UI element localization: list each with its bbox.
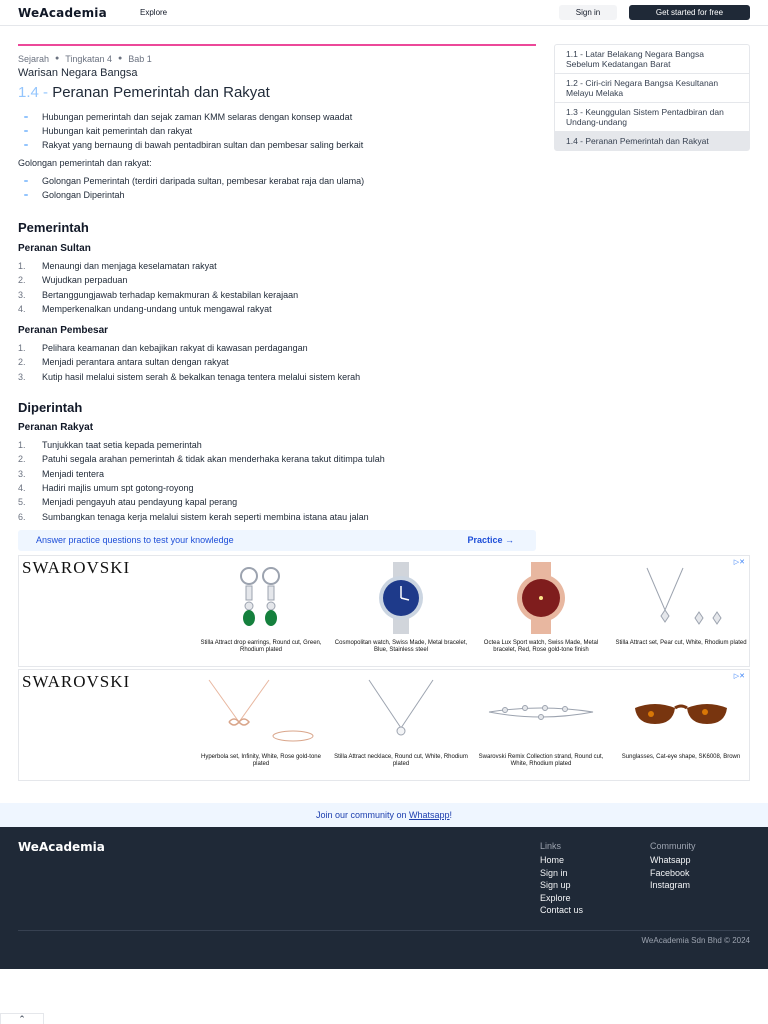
swarovski-logo[interactable]: SWAROVSKI <box>22 672 131 691</box>
product-caption: Octea Lux Sport watch, Swiss Made, Metal bracelet, Red, Rose gold-tone finish <box>483 640 599 653</box>
breadcrumb-chapter[interactable]: Bab 1 <box>128 53 152 64</box>
intro-list <box>18 110 536 152</box>
list-item: 5. Menjadi pengayuh atau pendayung kapal perang <box>18 497 238 508</box>
community-text-suffix: ! <box>449 810 453 820</box>
top-navbar <box>0 0 768 26</box>
footer-link-instagram[interactable]: Instagram <box>650 880 691 891</box>
toc-item-1-1[interactable]: 1.1 - Latar Belakang Negara Bangsa Sebelum Kedatangan Barat <box>555 45 749 74</box>
subheading-peranan-sultan: Peranan Sultan <box>18 243 91 254</box>
footer-link-explore[interactable]: Explore <box>540 892 571 903</box>
get-started-button[interactable]: Get started for free <box>629 5 750 20</box>
page-title <box>18 84 536 102</box>
chapter-title: Warisan Negara Bangsa <box>18 67 138 79</box>
table-of-contents <box>554 44 750 151</box>
whatsapp-link[interactable]: Whatsapp <box>409 810 450 820</box>
sunglasses-image <box>617 674 745 750</box>
pembesar-list <box>18 341 536 384</box>
list-item: Golongan Pemerintah (terdiri daripada sultan, pembesar kerabat raja dan ulama) <box>18 174 536 188</box>
product-caption: Sunglasses, Cat-eye shape, SK6008, Brown <box>621 754 741 760</box>
list-item: Hubungan kait pemerintah dan rakyat <box>18 124 536 138</box>
list-item: 4. Hadiri majlis umum spt gotong-royong <box>18 482 194 493</box>
ad-product[interactable] <box>611 670 751 780</box>
footer-link-signin[interactable]: Sign in <box>540 867 568 878</box>
footer-brand[interactable]: WeAcademia <box>18 840 105 854</box>
copyright: WeAcademia Sdn Bhd © 2024 <box>641 936 750 945</box>
list-item: 2. Patuhi segala arahan pemerintah & tidak akan menderhaka kerana takut ditimpa tulah <box>18 454 385 465</box>
toc-item-1-4-active[interactable]: 1.4 - Peranan Pemerintah dan Rakyat <box>555 132 749 150</box>
list-item: 1. Tunjukkan taat setia kepada pemerintah <box>18 440 202 451</box>
footer-community-column <box>650 841 696 892</box>
sultan-list <box>18 259 536 316</box>
community-text: Join our community on <box>315 810 409 820</box>
ad-product[interactable] <box>331 556 471 666</box>
list-item: 1. Pelihara keamanan dan kebajikan rakyat di kawasan perdagangan <box>18 343 308 354</box>
nav-explore-link[interactable]: Explore <box>140 8 168 17</box>
toc-item-1-2[interactable]: 1.2 - Ciri-ciri Negara Bangsa Kesultanan Melayu Melaka <box>555 74 749 103</box>
chevron-up-icon[interactable]: ⌃ <box>0 1013 44 1024</box>
strand-image <box>477 674 605 750</box>
ad-product[interactable] <box>611 556 751 666</box>
breadcrumb-form[interactable]: Tingkatan 4 <box>65 53 112 64</box>
necklace-set-image <box>617 560 745 636</box>
practice-banner[interactable] <box>18 530 536 551</box>
necklace-image <box>337 674 465 750</box>
list-item: 4. Memperkenalkan undang-undang untuk mengawal rakyat <box>18 303 272 314</box>
list-item: 6. Sumbangkan tenaga kerja melalui sistem kerah seperti membina istana atau jalan <box>18 511 369 522</box>
footer-divider <box>18 930 750 931</box>
list-item: 3. Kutip hasil melalui sistem serah & bekalkan tenaga tentera melalui sistem kerah <box>18 371 361 382</box>
list-item: Rakyat yang bernaung di bawah pentadbiran sultan dan pembesar saling berkait <box>18 138 536 152</box>
footer-link-facebook[interactable]: Facebook <box>650 867 690 878</box>
practice-button[interactable]: Practice → <box>467 535 514 545</box>
list-item: 2. Menjadi perantara antara sultan dengan rakyat <box>18 357 229 368</box>
brand-logo[interactable]: WeAcademia <box>18 6 107 20</box>
signin-button[interactable]: Sign in <box>559 5 617 20</box>
product-caption: Cosmopolitan watch, Swiss Made, Metal bracelet, Blue, Stainless steel <box>334 640 468 653</box>
earrings-image <box>197 560 325 636</box>
footer-community-heading: Community <box>650 841 696 851</box>
footer-links-heading: Links <box>540 841 562 851</box>
adchoices-close-icon[interactable]: ▷✕ <box>733 673 745 680</box>
list-item: 3. Menjadi tentera <box>18 468 105 479</box>
breadcrumb-separator-icon: ● <box>55 55 60 62</box>
footer-link-whatsapp[interactable]: Whatsapp <box>650 855 691 865</box>
ad-product[interactable] <box>191 670 331 780</box>
list-item: Golongan Diperintah <box>18 188 536 202</box>
golongan-list <box>18 174 536 202</box>
breadcrumb-separator-icon: ● <box>117 55 123 62</box>
title-text: Peranan Pemerintah dan Rakyat <box>52 84 270 101</box>
product-caption: Stilla Attract drop earrings, Round cut, Green, Rhodium plated <box>200 640 322 653</box>
breadcrumb-subject[interactable]: Sejarah <box>18 53 50 64</box>
advertisement-banner[interactable] <box>18 669 750 781</box>
advertisement-banner[interactable] <box>18 555 750 667</box>
adchoices-close-icon[interactable]: ▷✕ <box>733 559 745 566</box>
practice-prompt: Answer practice questions to test your knowledge <box>36 535 234 545</box>
bracelet-necklace-image <box>197 674 325 750</box>
footer <box>0 827 768 969</box>
ad-product[interactable] <box>471 670 611 780</box>
accent-divider <box>18 44 536 46</box>
article <box>18 44 536 524</box>
list-item: 2. Wujudkan perpaduan <box>18 275 128 286</box>
product-caption: Hyperbola set, Infinity, White, Rose gold-tone plated <box>201 754 321 767</box>
breadcrumb <box>18 53 536 64</box>
footer-link-contact[interactable]: Contact us <box>540 905 584 916</box>
title-number: 1.4 - <box>18 84 53 101</box>
footer-link-home[interactable]: Home <box>540 855 565 865</box>
list-item: 1. Menaungi dan menjaga keselamatan rakyat <box>18 261 217 271</box>
ad-product[interactable] <box>331 670 471 780</box>
subheading-peranan-rakyat: Peranan Rakyat <box>18 422 94 434</box>
product-caption: Stilla Attract set, Pear cut, White, Rhodium plated <box>615 640 747 646</box>
community-banner <box>0 803 768 827</box>
swarovski-logo[interactable]: SWAROVSKI <box>22 558 131 577</box>
footer-link-signup[interactable]: Sign up <box>540 880 571 891</box>
golongan-intro: Golongan pemerintah dan rakyat: <box>18 158 152 168</box>
subheading-peranan-pembesar: Peranan Pembesar <box>18 325 109 337</box>
watch-image <box>337 560 465 636</box>
product-caption: Swarovski Remix Collection strand, Round cut, White, Rhodium plated <box>478 754 604 767</box>
section-heading-diperintah: Diperintah <box>18 400 83 416</box>
section-heading-pemerintah: Pemerintah <box>18 220 89 235</box>
toc-item-1-3[interactable]: 1.3 - Keunggulan Sistem Pentadbiran dan Undang-undang <box>555 103 749 132</box>
ad-product[interactable] <box>191 556 331 666</box>
product-caption: Stilla Attract necklace, Round cut, White, Rhodium plated <box>334 754 468 767</box>
list-item: Hubungan pemerintah dan sejak zaman KMM selaras dengan konsep waadat <box>18 110 536 124</box>
ad-product[interactable] <box>471 556 611 666</box>
list-item: 3. Bertanggungjawab terhadap kemakmuran & kestabilan kerajaan <box>18 289 299 300</box>
watch-image <box>477 560 605 636</box>
footer-links-column <box>540 841 583 917</box>
rakyat-list <box>18 438 536 524</box>
